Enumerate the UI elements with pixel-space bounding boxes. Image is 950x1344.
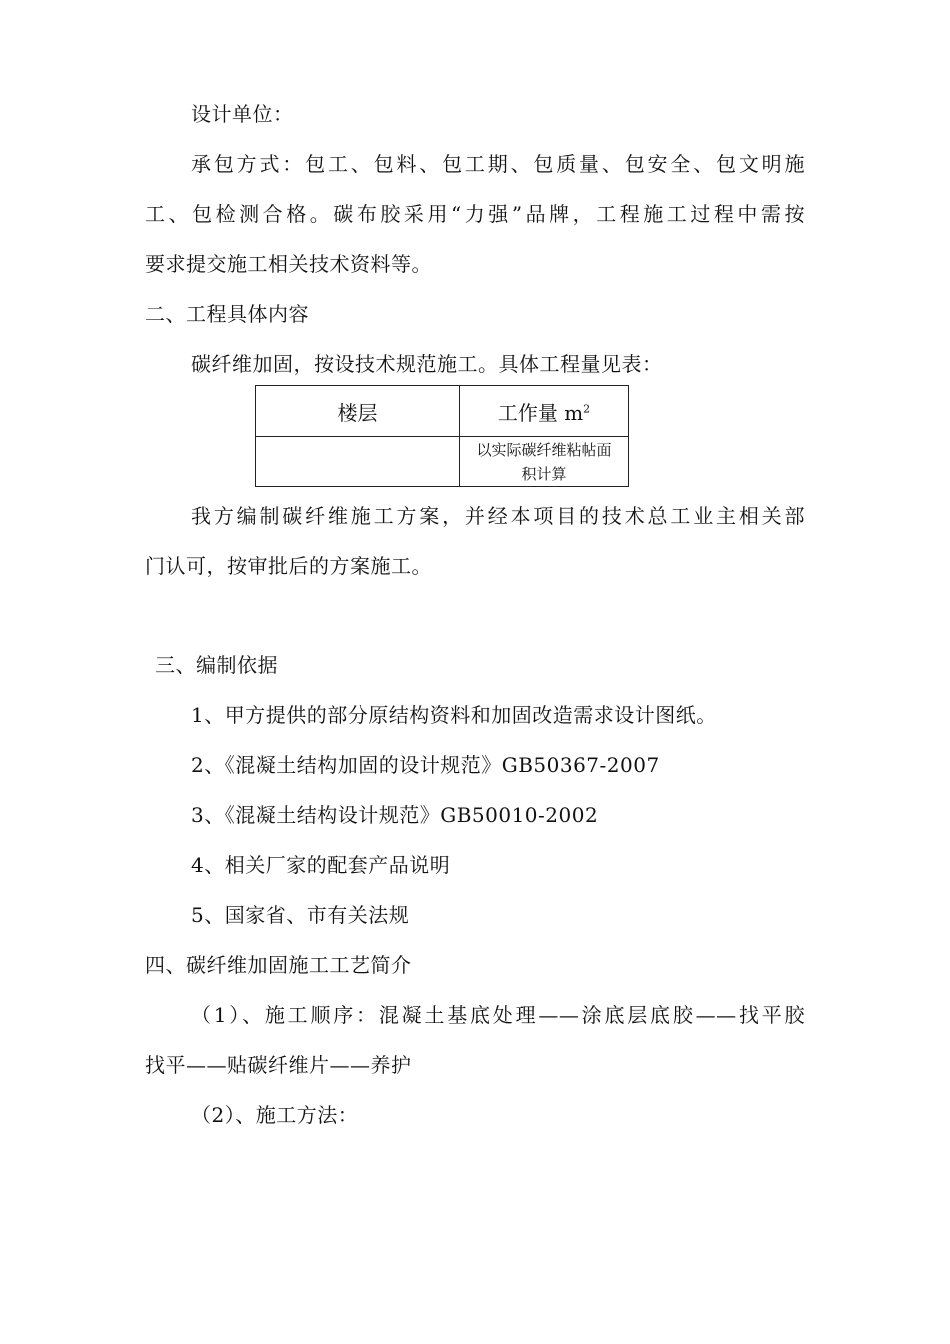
basis-item-4: 4、相关厂家的配套产品说明: [191, 853, 451, 877]
floor-header: 楼层: [256, 386, 460, 437]
plan-line-2: 门认可，按审批后的方案施工。: [145, 554, 432, 578]
sequence-line-1: （1）、施工顺序：混凝土基底处理——涂底层底胶——找平胶: [191, 1003, 805, 1027]
workload-cell: 以实际碳纤维粘帖面 积计算: [460, 437, 629, 487]
design-unit-line: 设计单位：: [191, 102, 294, 126]
contract-line-1: 承包方式：包工、包料、包工期、包质量、包安全、包文明施: [191, 152, 805, 176]
section-4-heading: 四、碳纤维加固施工工艺简介: [145, 953, 412, 977]
contract-line-3: 要求提交施工相关技术资料等。: [145, 252, 432, 276]
section-2-heading: 二、工程具体内容: [145, 302, 309, 326]
basis-item-3: 3、《混凝土结构设计规范》GB50010-2002: [191, 803, 599, 827]
section-2-text: 碳纤维加固，按设技术规范施工。具体工程量见表：: [191, 352, 663, 376]
basis-item-2: 2、《混凝土结构加固的设计规范》GB50367-2007: [191, 753, 660, 777]
sequence-line-2: 找平——贴碳纤维片——养护: [145, 1053, 412, 1077]
contract-line-2: 工、包检测合格。碳布胶采用“力强”品牌，工程施工过程中需按: [145, 202, 805, 226]
plan-line-1: 我方编制碳纤维施工方案，并经本项目的技术总工业主相关部: [191, 504, 805, 528]
quantity-table: [255, 385, 629, 487]
section-3-heading: 三、编制依据: [155, 653, 278, 677]
basis-item-5: 5、国家省、市有关法规: [191, 903, 410, 927]
floor-cell: [256, 437, 460, 487]
basis-item-1: 1、甲方提供的部分原结构资料和加固改造需求设计图纸。: [191, 703, 717, 727]
method-line: （2）、施工方法：: [191, 1103, 359, 1127]
workload-header: 工作量 $m^2$: [460, 386, 629, 437]
table-row: [256, 437, 629, 487]
table-header-row: [256, 386, 629, 437]
